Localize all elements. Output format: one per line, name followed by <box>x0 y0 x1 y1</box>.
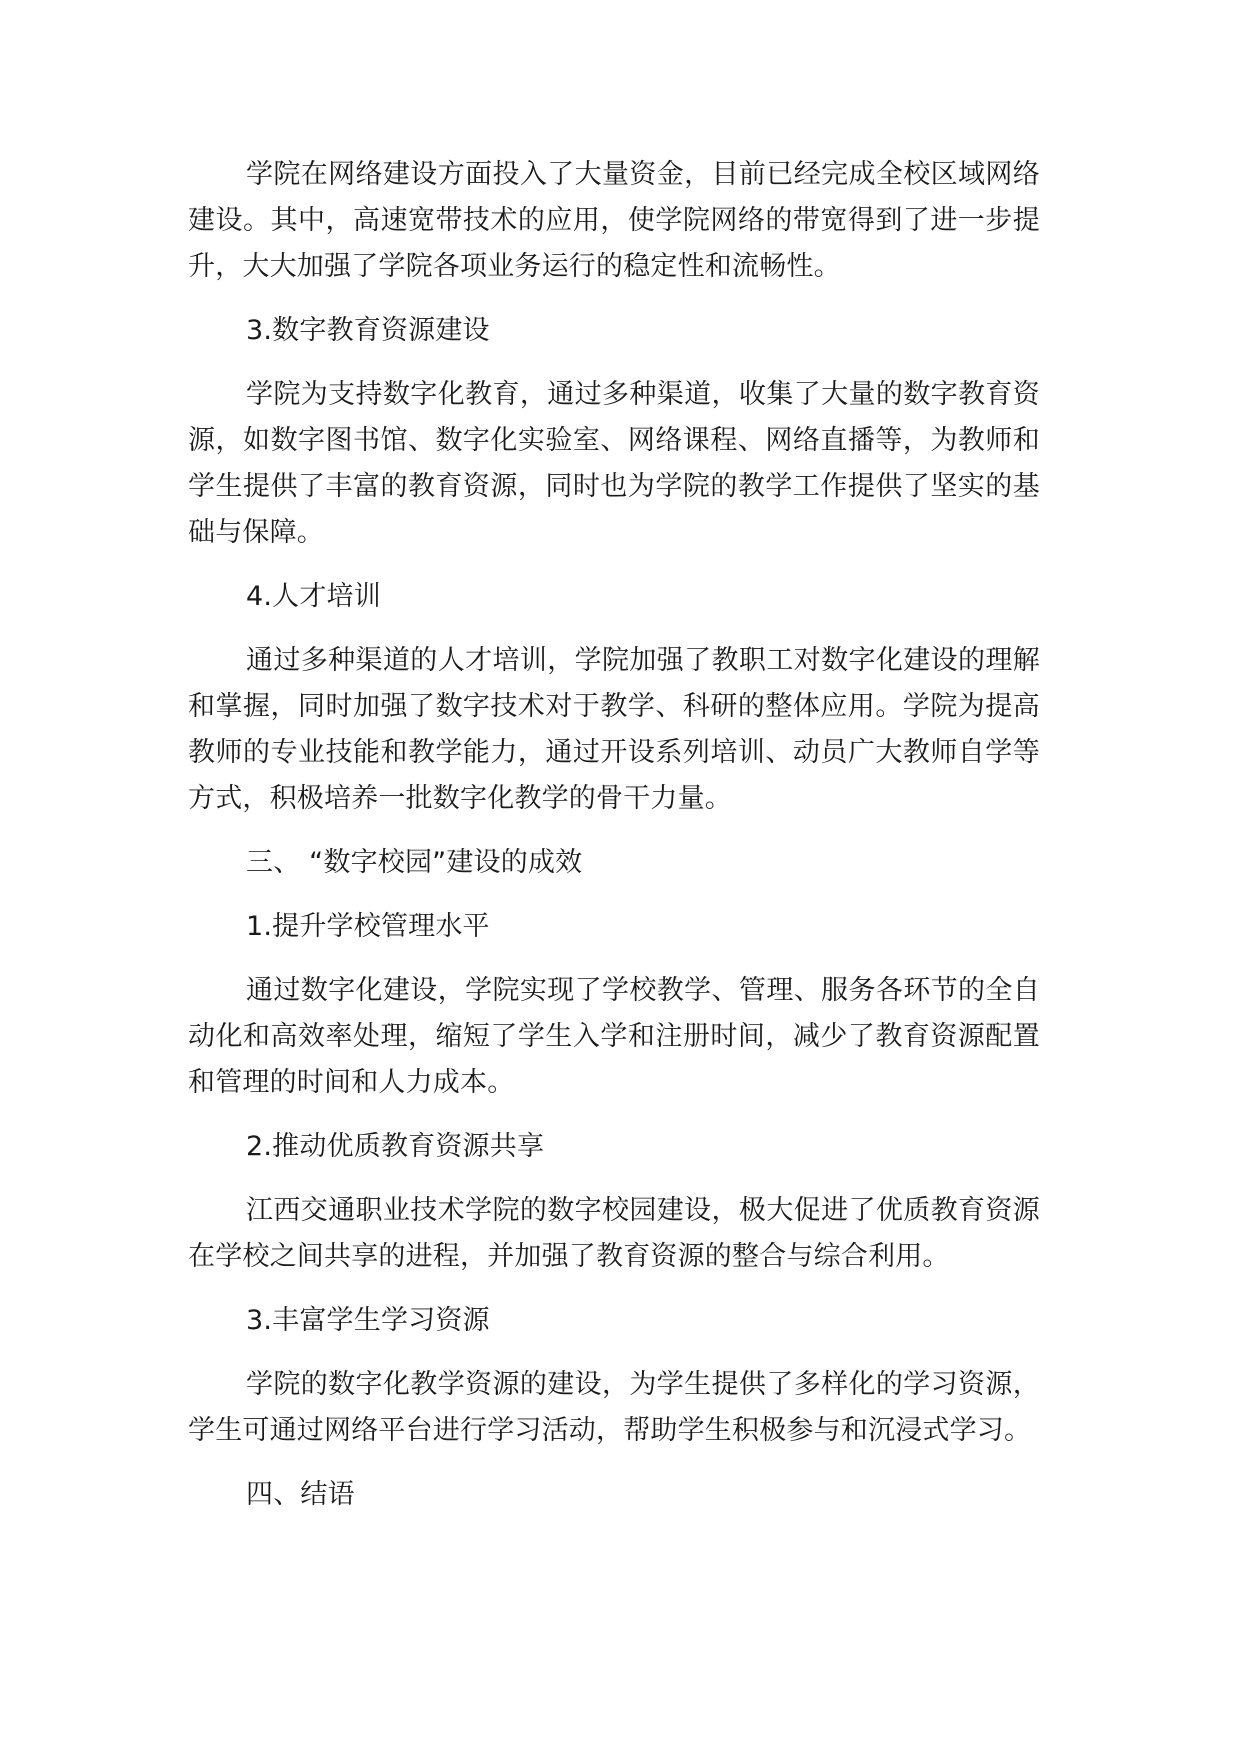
paragraph-learning-resources: 学院的数字化教学资源的建设，为学生提供了多样化的学习资源，学生可通过网络平台进行学习活动，帮助学生积极参与和沉浸式学习。 <box>188 1369 1040 1446</box>
paragraph-digital-resources: 学院为支持数字化教育，通过多种渠道，收集了大量的数字教育资源，如数字图书馆、数字化实验室、网络课程、网络直播等，为教师和学生提供了丰富的教育资源，同时也为学院的教学工作提供了坚实的基础与保障。 <box>188 379 1040 548</box>
heading-digital-resources: 3.数字教育资源建设 <box>246 315 490 346</box>
heading-learning-resources: 3.丰富学生学习资源 <box>246 1305 490 1336</box>
paragraph-network-construction: 学院在网络建设方面投入了大量资金，目前已经完成全校区域网络建设。其中，高速宽带技术的应用，使学院网络的带宽得到了进一步提升，大大加强了学院各项业务运行的稳定性和流畅性。 <box>188 159 1040 282</box>
paragraph-management-level: 通过数字化建设，学院实现了学校教学、管理、服务各环节的全自动化和高效率处理，缩短了学生入学和注册时间，减少了教育资源配置和管理的时间和人力成本。 <box>188 975 1040 1098</box>
heading-resource-sharing: 2.推动优质教育资源共享 <box>246 1131 545 1162</box>
paragraph-talent-training: 通过多种渠道的人才培训，学院加强了教职工对数字化建设的理解和掌握，同时加强了数字技术对于教学、科研的整体应用。学院为提高教师的专业技能和教学能力，通过开设系列培训、动员广大教师自学等方式，积极培养一批数字化教学的骨干力量。 <box>188 645 1040 814</box>
section-heading-conclusion: 四、结语 <box>246 1479 355 1510</box>
document-body <box>188 152 1040 1536</box>
heading-talent-training: 4.人才培训 <box>246 581 381 612</box>
heading-management-level: 1.提升学校管理水平 <box>246 911 490 942</box>
section-heading-results: 三、 “数字校园”建设的成效 <box>246 847 583 878</box>
paragraph-resource-sharing: 江西交通职业技术学院的数字校园建设，极大促进了优质教育资源在学校之间共享的进程，并加强了教育资源的整合与综合利用。 <box>188 1195 1040 1272</box>
